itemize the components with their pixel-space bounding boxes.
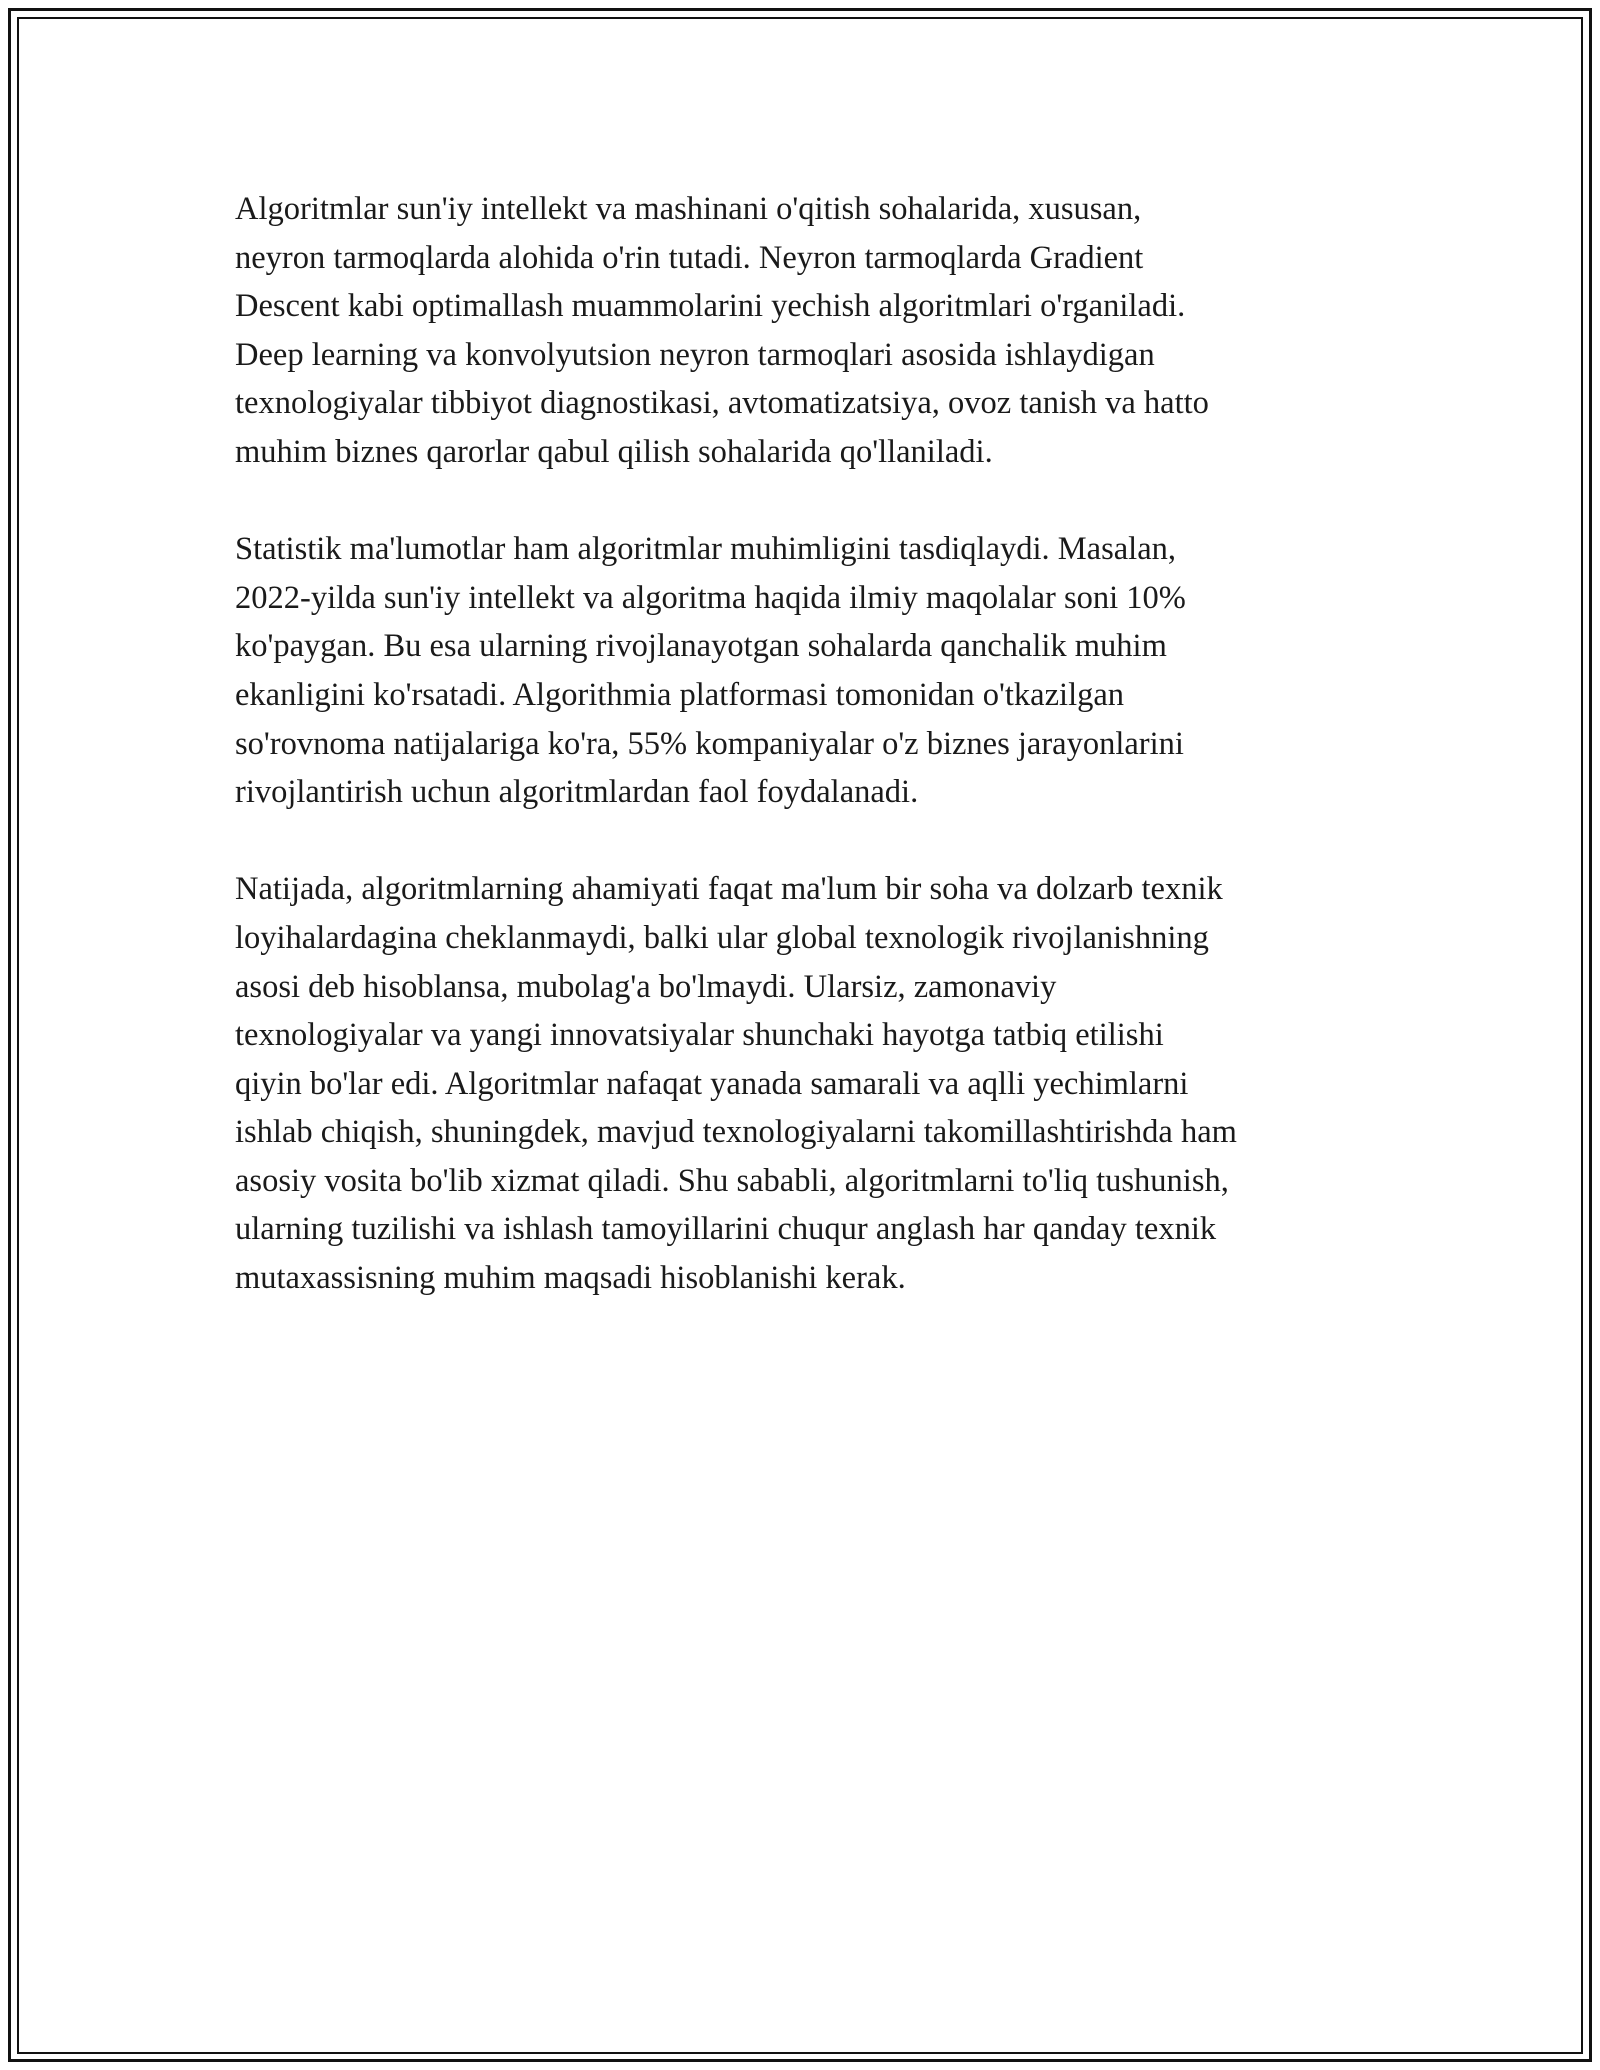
text-line: asosiy vosita bo'lib xizmat qiladi. Shu sababli, algoritmlarni to'liq tushunish, (235, 1162, 1229, 1199)
text-line: mutaxassisning muhim maqsadi hisoblanishi kerak. (235, 1260, 906, 1297)
text-line: Statistik ma'lumotlar ham algoritmlar muhimligini tasdiqlaydi. Masalan, (235, 531, 1176, 568)
text-line: asosi deb hisoblansa, mubolag'a bo'lmaydi. Ularsiz, zamonaviy (235, 968, 1057, 1005)
paragraph-2 (235, 525, 1375, 817)
text-line: loyihalardagina cheklanmaydi, balki ular global texnologik rivojlanishning (235, 919, 1209, 956)
document-body (235, 185, 1375, 1351)
text-line: Descent kabi optimallash muammolarini yechish algoritmlari o'rganiladi. (235, 288, 1186, 325)
text-line: texnologiyalar va yangi innovatsiyalar shunchaki hayotga tatbiq etilishi (235, 1017, 1164, 1054)
text-line: Deep learning va konvolyutsion neyron tarmoqlari asosida ishlaydigan (235, 336, 1155, 373)
text-line: 2022-yilda sun'iy intellekt va algoritma haqida ilmiy maqolalar soni 10% (235, 579, 1186, 616)
text-line: muhim biznes qarorlar qabul qilish sohalarida qo'llaniladi. (235, 433, 993, 470)
paragraph-1 (235, 185, 1375, 477)
text-line: texnologiyalar tibbiyot diagnostikasi, avtomatizatsiya, ovoz tanish va hatto (235, 385, 1209, 422)
text-line: Algoritmlar sun'iy intellekt va mashinani o'qitish sohalarida, xususan, (235, 191, 1142, 227)
text-line: ularning tuzilishi va ishlash tamoyillarini chuqur anglash har qanday texnik (235, 1211, 1217, 1248)
text-line: rivojlantirish uchun algoritmlardan faol foydalanadi. (235, 774, 919, 811)
text-line: ekanligini ko'rsatadi. Algorithmia platformasi tomonidan o'tkazilgan (235, 676, 1125, 713)
text-line: so'rovnoma natijalariga ko'ra, 55% kompaniyalar o'z biznes jarayonlarini (235, 725, 1184, 762)
text-line: neyron tarmoqlarda alohida o'rin tutadi. Neyron tarmoqlarda Gradient (235, 239, 1144, 276)
paragraph-3 (235, 865, 1375, 1302)
text-line: ishlab chiqish, shuningdek, mavjud texnologiyalarni takomillashtirishda ham (235, 1114, 1237, 1151)
text-line: Natijada, algoritmlarning ahamiyati faqat ma'lum bir soha va dolzarb texnik (235, 871, 1223, 908)
text-line: qiyin bo'lar edi. Algoritmlar nafaqat yanada samarali va aqlli yechimlarni (235, 1065, 1189, 1102)
text-line: ko'paygan. Bu esa ularning rivojlanayotgan sohalarda qanchalik muhim (235, 628, 1167, 665)
